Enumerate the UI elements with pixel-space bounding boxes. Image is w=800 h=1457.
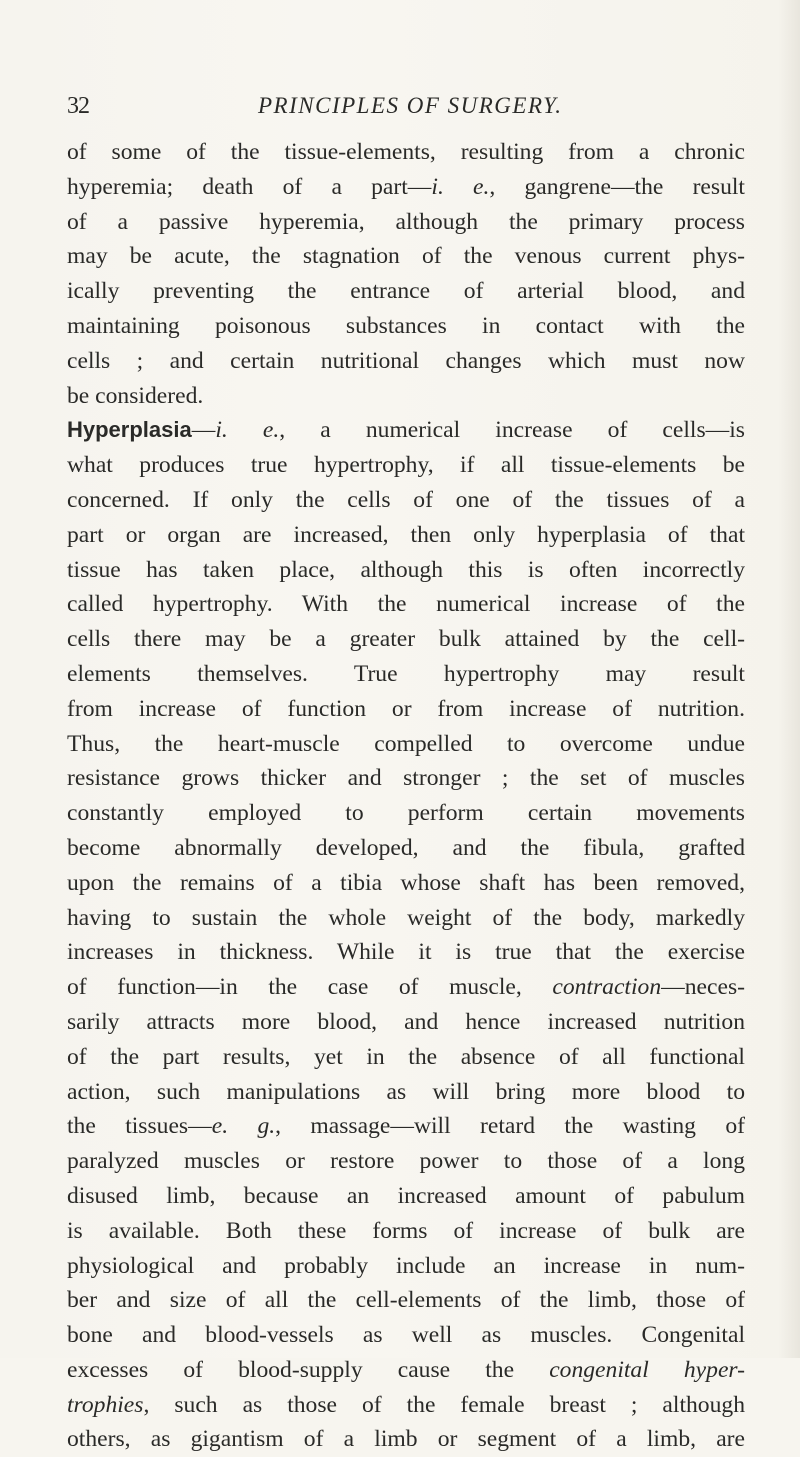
text-line: of a passive hyperemia, although the primary process xyxy=(67,208,745,235)
text-line: ber and size of all the cell-elements of the limb, those of xyxy=(67,1287,745,1314)
text-line: called hypertrophy. With the numerical increase of the xyxy=(67,591,745,618)
page-edge-shadow xyxy=(778,0,800,1358)
text-line-hyperplasia: Hyperplasia—i. e., a numerical increase of cells—is xyxy=(67,417,745,444)
text-line: cells there may be a greater bulk attained by the cell- xyxy=(67,626,745,653)
text-line: from increase of function or from increase of nutrition. xyxy=(67,695,745,722)
text-line: concerned. If only the cells of one of the tissues of a xyxy=(67,486,745,513)
text-line: what produces true hypertrophy, if all tissue-elements be xyxy=(67,452,745,479)
text-line: cells ; and certain nutritional changes which must now xyxy=(67,347,745,374)
text-line: of function—in the case of muscle, contraction—neces- xyxy=(67,974,745,1001)
text-line: of some of the tissue-elements, resulting from a chronic xyxy=(67,139,745,165)
text-line: the tissues—e. g., massage—will retard the wasting of xyxy=(67,1113,745,1140)
running-head xyxy=(67,88,727,124)
text-line: tissue has taken place, although this is often incorrectly xyxy=(67,556,745,583)
text-line: increases in thickness. While it is true that the exercise xyxy=(67,939,745,966)
text-line: constantly employed to perform certain movements xyxy=(67,800,745,827)
text-line: excesses of blood-supply cause the congenital hyper- xyxy=(67,1356,745,1383)
text-line: become abnormally developed, and the fibula, grafted xyxy=(67,834,745,861)
text-line: upon the remains of a tibia whose shaft has been removed, xyxy=(67,869,745,896)
page-number: 32 xyxy=(67,93,89,119)
text-line: sarily attracts more blood, and hence increased nutrition xyxy=(67,1008,745,1035)
text-line: of the part results, yet in the absence of all functional xyxy=(67,1043,745,1070)
text-line: resistance grows thicker and stronger ; the set of muscles xyxy=(67,765,745,792)
text-line: ically preventing the entrance of arterial blood, and xyxy=(67,278,745,305)
text-line: physiological and probably include an increase in num- xyxy=(67,1252,745,1279)
text-line: Thus, the heart-muscle compelled to overcome undue xyxy=(67,730,745,757)
text-line: action, such manipulations as will bring more blood to xyxy=(67,1078,745,1105)
text-line: others, as gigantism of a limb or segment of a limb, are xyxy=(67,1426,745,1453)
text-line: trophies, such as those of the female breast ; although xyxy=(67,1391,745,1418)
text-line: may be acute, the stagnation of the venous current phys- xyxy=(67,243,745,270)
text-line: disused limb, because an increased amount of pabulum xyxy=(67,1182,745,1209)
text-line: be considered. xyxy=(67,382,204,409)
text-line: is available. Both these forms of increase of bulk are xyxy=(67,1217,745,1244)
text-line: maintaining poisonous substances in contact with the xyxy=(67,312,745,339)
running-title: PRINCIPLES OF SURGERY. xyxy=(258,93,563,118)
text-line: elements themselves. True hypertrophy may result xyxy=(67,660,745,687)
body-text xyxy=(67,135,745,1457)
text-line: having to sustain the whole weight of the body, markedly xyxy=(67,904,745,931)
text-line: paralyzed muscles or restore power to those of a long xyxy=(67,1148,745,1175)
text-line: bone and blood-vessels as well as muscles. Congenital xyxy=(67,1322,745,1349)
text-line: part or organ are increased, then only hyperplasia of that xyxy=(67,521,745,548)
text-line: hyperemia; death of a part—i. e., gangrene—the result xyxy=(67,173,745,200)
